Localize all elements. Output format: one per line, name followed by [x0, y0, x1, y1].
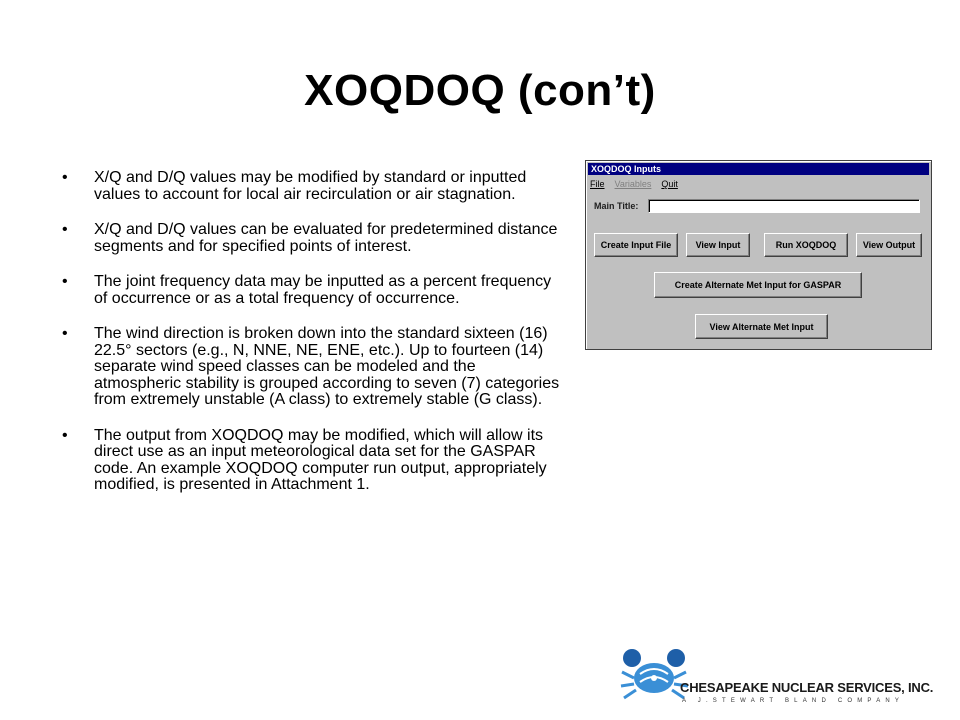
bullet-text: X/Q and D/Q values may be modified by standard or inputted values to account for local air recirculation or air stagnation.: [94, 169, 527, 203]
view-output-button[interactable]: View Output: [856, 233, 922, 257]
company-logo: [620, 638, 934, 718]
run-xoqdoq-button[interactable]: Run XOQDOQ: [764, 233, 848, 257]
dialog-title-bar[interactable]: XOQDOQ Inputs: [588, 163, 929, 175]
bullet-dot: •: [62, 426, 68, 444]
menu-file[interactable]: File: [590, 179, 605, 189]
bullet-item: [62, 428, 567, 494]
bullet-text: X/Q and D/Q values can be evaluated for predetermined distance segments and for specified points of interest.: [94, 221, 558, 255]
bullet-text: The output from XOQDOQ may be modified, which will allow its direct use as an input meteorological data set for the GASPAR code. An example XOQDOQ computer run output, appropriately modified, is presented in Attachment 1.: [94, 426, 547, 493]
view-input-button[interactable]: View Input: [686, 233, 750, 257]
slide-title: XOQDOQ (con’t): [304, 66, 656, 115]
bullet-text: The joint frequency data may be inputted as a percent frequency of occurrence or as a total frequency of occurrence.: [94, 273, 552, 307]
bullet-text: The wind direction is broken down into the standard sixteen (16) 22.5° sectors (e.g., N, NNE, NE, ENE, etc.). Up to fourteen (14) separate wind speed classes can be modeled and the atmospheric stability is grouped according to seven (7) categories from extremely unstable (A class) to extremely stable (G class).: [94, 325, 560, 408]
crab-left-claw: [623, 649, 641, 667]
bullet-dot: •: [62, 169, 68, 186]
bullet-dot: •: [62, 221, 68, 238]
bullet-item: [62, 326, 567, 409]
company-tagline: A J.STEWART BLAND COMPANY: [682, 698, 905, 704]
company-name: CHESAPEAKE NUCLEAR SERVICES, INC.: [680, 680, 934, 695]
create-input-file-button[interactable]: Create Input File: [594, 233, 678, 257]
menu-variables[interactable]: Variables: [614, 179, 652, 189]
bullet-dot: •: [62, 325, 68, 342]
xoqdoq-inputs-dialog: [585, 160, 932, 350]
bullet-item: [62, 274, 567, 307]
bullet-list: [62, 170, 567, 513]
menu-quit[interactable]: Quit: [661, 179, 678, 189]
view-alternate-met-input-button[interactable]: View Alternate Met Input: [695, 314, 828, 339]
bullet-item: [62, 170, 567, 203]
bullet-item: [62, 222, 567, 255]
crab-logo-icon: [620, 638, 690, 716]
dialog-menubar: [590, 178, 688, 190]
main-title-label: Main Title:: [594, 201, 639, 211]
bullet-dot: •: [62, 273, 68, 290]
crab-right-claw: [667, 649, 685, 667]
main-title-input[interactable]: [648, 199, 920, 213]
create-alternate-met-input-button[interactable]: Create Alternate Met Input for GASPAR: [654, 272, 862, 298]
crab-atom-nucleus: [651, 675, 657, 681]
